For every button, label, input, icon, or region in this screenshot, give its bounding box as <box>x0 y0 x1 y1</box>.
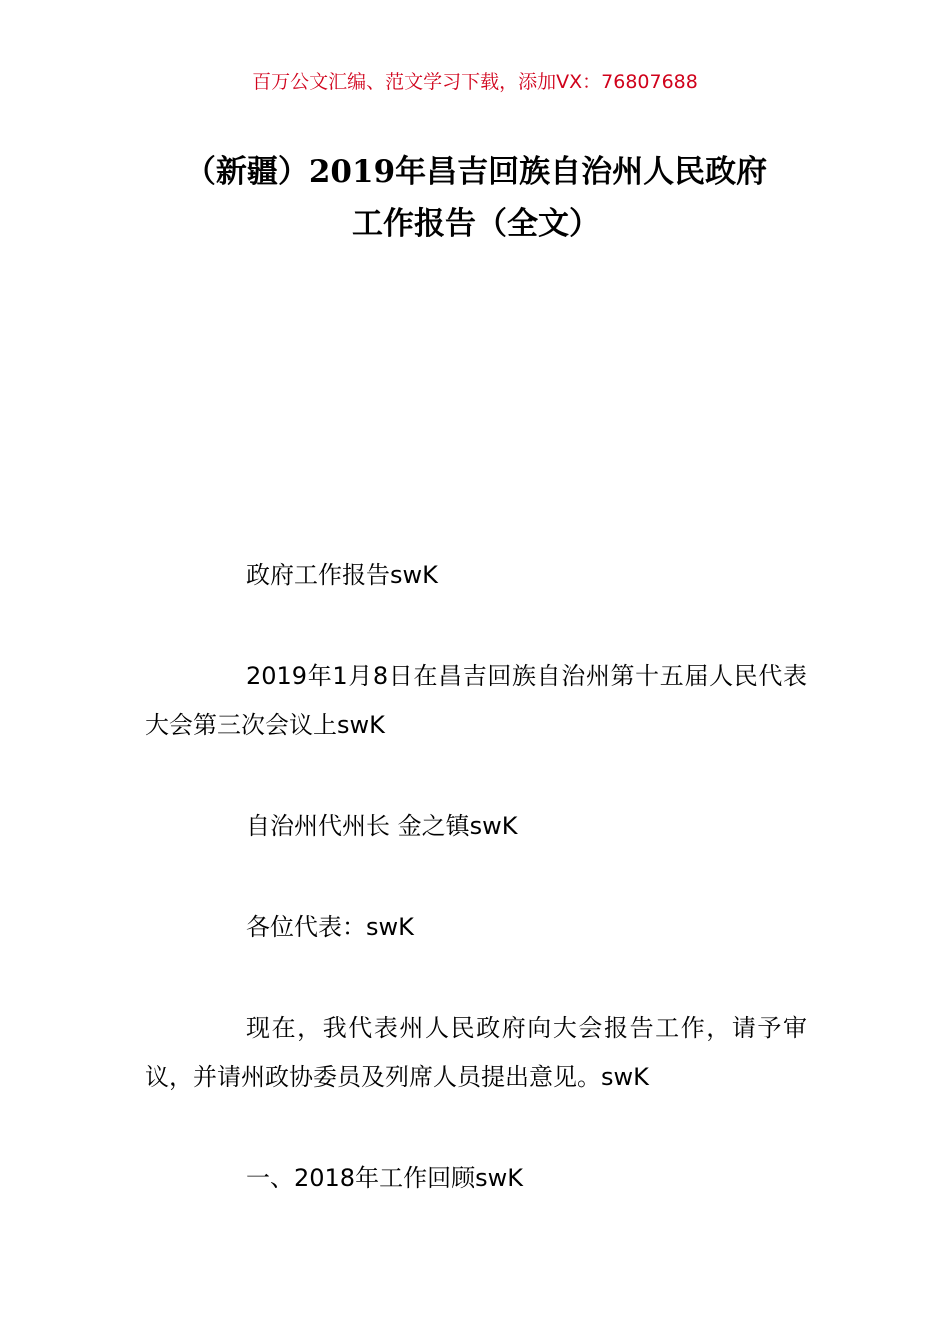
paragraph-salutation: 各位代表：swK <box>246 913 414 941</box>
section-heading-review: 一、2018年工作回顾swK <box>246 1164 523 1192</box>
paragraph-meeting-date: 2019年1月8日在昌吉回族自治州第十五届人民代表大会第三次会议上swK <box>145 662 807 739</box>
document-body <box>145 551 807 1255</box>
paragraph-opening: 现在，我代表州人民政府向大会报告工作，请予审议，并请州政协委员及列席人员提出意见。swK <box>145 1014 807 1091</box>
header-watermark-note: 百万公文汇编、范文学习下载，添加VX：76807688 <box>252 71 698 93</box>
title-line-2: 工作报告（全文） <box>352 206 600 242</box>
document-title <box>145 146 807 250</box>
paragraph-speaker: 自治州代州长 金之镇swK <box>246 812 518 840</box>
title-line-1: （新疆）2019年昌吉回族自治州人民政府 <box>184 154 768 190</box>
paragraph-report-label: 政府工作报告swK <box>246 561 438 589</box>
